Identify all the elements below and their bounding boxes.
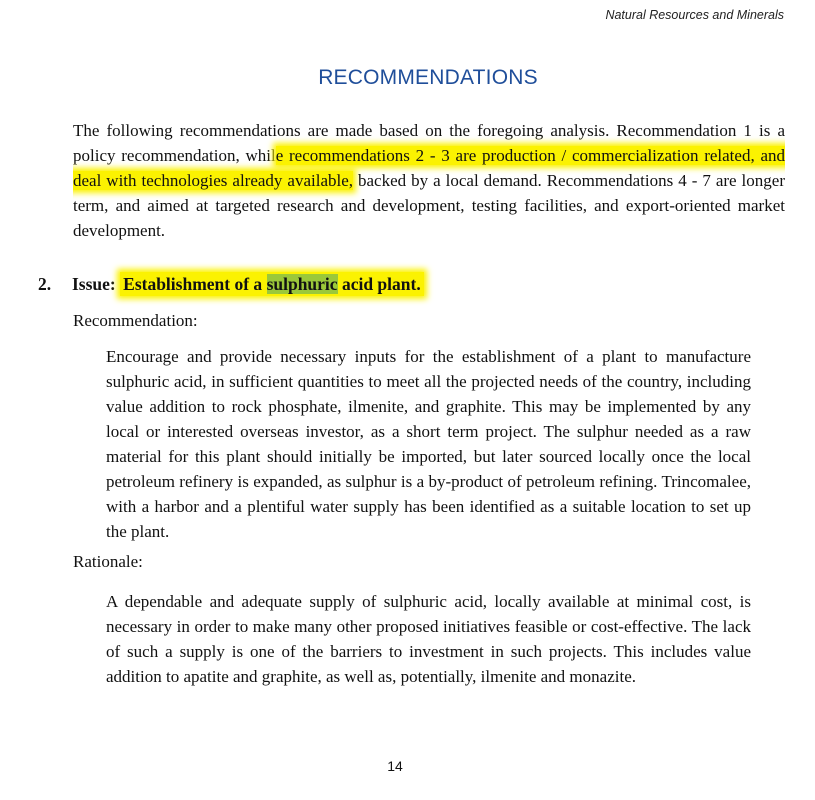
issue-heading xyxy=(38,274,424,295)
page-number: 14 xyxy=(387,758,403,774)
issue-label: Issue: xyxy=(72,274,116,294)
intro-text-start: The following recommendations are made based on the foregoing analysis. Recommendation 1 is a policy recommendation, whil xyxy=(73,121,785,165)
rationale-label: Rationale: xyxy=(73,552,143,571)
rationale-paragraph: A dependable and adequate supply of sulphuric acid, locally available at minimal cost, is necessary in order to make many other proposed initiatives feasible or cost-effective. The lack of such a supply is one of the barriers to investment in such projects. This includes value addition to apatite and graphite, as well as, potentially, ilmenite and monazite. xyxy=(106,592,751,686)
issue-number: 2. xyxy=(38,274,52,294)
issue-title-keyword: sulphuric xyxy=(266,274,338,294)
page-title: RECOMMENDATIONS xyxy=(318,66,538,89)
running-header: Natural Resources and Minerals xyxy=(605,8,784,22)
intro-paragraph xyxy=(73,118,785,243)
issue-title-end: acid plant. xyxy=(337,274,421,294)
issue-title-start: Establishment of a xyxy=(123,274,267,294)
intro-highlighted-text: e recommendations 2 - 3 are production / commercialization related, and deal with technologies already available, xyxy=(73,146,785,190)
recommendation-label: Recommendation: xyxy=(73,311,198,330)
issue-title xyxy=(120,272,424,296)
recommendation-paragraph: Encourage and provide necessary inputs for the establishment of a plant to manufacture sulphuric acid, in sufficient quantities to meet all the projected needs of the country, including value addition to rock phosphate, ilmenite, and graphite. This may be implemented by any local or interested overseas investor, as a short term project. The sulphur needed as a raw material for this plant should initially be imported, but later sourced locally once the local petroleum refinery is expanded, as sulphur is a by-product of petroleum refining. Trincomalee, with a harbor and a plentiful water supply has been identified as a suitable location to set up the plant. xyxy=(106,347,751,541)
intro-text-end: backed by a local demand. Recommendations 4 - 7 are longer term, and aimed at targeted research and development, testing facilities, and export-oriented market development. xyxy=(73,171,785,240)
